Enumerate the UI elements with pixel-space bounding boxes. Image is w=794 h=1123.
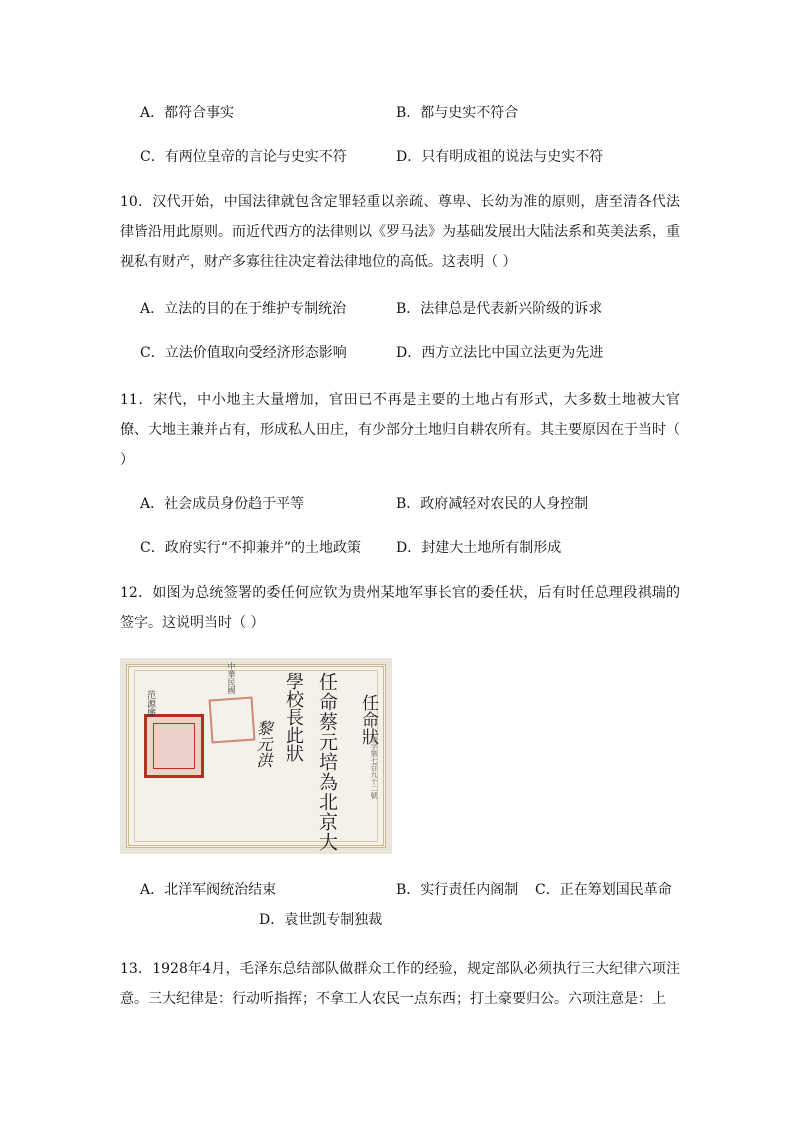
q11-option-b: B．政府减轻对农民的人身控制 xyxy=(396,496,589,512)
certificate-date: 中華民國 xyxy=(227,662,236,694)
q12-option-b: B．实行责任内阁制 xyxy=(396,882,519,898)
certificate-line-2: 學校長此狀 xyxy=(283,672,304,762)
q11-option-d: D．封建大土地所有制形成 xyxy=(396,540,562,556)
q10-option-a: A．立法的目的在于维护专制统治 xyxy=(140,301,347,317)
q12-option-d: D．袁世凯专制独裁 xyxy=(259,912,383,928)
q10-option-c: C．立法价值取向受经济形态影响 xyxy=(140,345,347,361)
president-signature: 黎元洪 xyxy=(254,720,273,768)
q11-option-c: C．政府实行“不抑兼并”的土地政策 xyxy=(140,540,362,556)
q10-stem: 10．汉代开始，中国法律就包含定罪轻重以亲疏、尊卑、长幼为准的原则，唐至清各代法律皆沿用此原则。而近代西方的法律则以《罗马法》为基础发展出大陆法系和英美法系，重视私有财产，财产多寡往往决定着法律地位的高低。这表明（ ） xyxy=(120,194,680,270)
q13-stem: 13．1928年4月，毛泽东总结部队做群众工作的经验，规定部队必须执行三大纪律六项注意。三大纪律是：行动听指挥；不拿工人农民一点东西；打土豪要归公。六项注意是：上 xyxy=(120,961,680,1007)
q9-option-b: B．都与史实不符合 xyxy=(396,105,519,121)
q9-option-d: D．只有明成祖的说法与史实不符 xyxy=(396,149,604,165)
q9-option-a: A．都符合事实 xyxy=(140,105,235,121)
certificate-number: 简字第七百九十二號 xyxy=(370,736,378,799)
q12-option-a: A．北洋军阀统治结束 xyxy=(140,882,277,898)
red-seal-stamp xyxy=(144,714,204,778)
q10-option-d: D．西方立法比中国立法更为先进 xyxy=(396,345,604,361)
certificate-title: 任命狀 xyxy=(358,694,378,745)
q11-stem: 11．宋代，中小地主大量增加，官田已不再是主要的土地占有形式，大多数土地被大官僚、大地主兼并占有，形成私人田庄，有少部分土地归自耕农所有。其主要原因在于当时（ ） xyxy=(120,392,680,468)
appointment-certificate-image xyxy=(120,658,392,854)
q11-option-a: A．社会成员身份趋于平等 xyxy=(140,496,305,512)
q12-option-c: C．正在筹划国民革命 xyxy=(535,882,672,898)
countersign: 范源廉 xyxy=(145,690,155,717)
faint-seal-stamp xyxy=(209,697,256,744)
q12-stem: 12．如图为总统签署的委任何应钦为贵州某地军事长官的委任状，后有时任总理段祺瑞的签字。这说明当时（ ） xyxy=(120,585,680,631)
q9-option-c: C．有两位皇帝的言论与史实不符 xyxy=(140,149,347,165)
certificate-line-1: 任命蔡元培為北京大 xyxy=(316,672,338,852)
q10-option-b: B．法律总是代表新兴阶级的诉求 xyxy=(396,301,603,317)
